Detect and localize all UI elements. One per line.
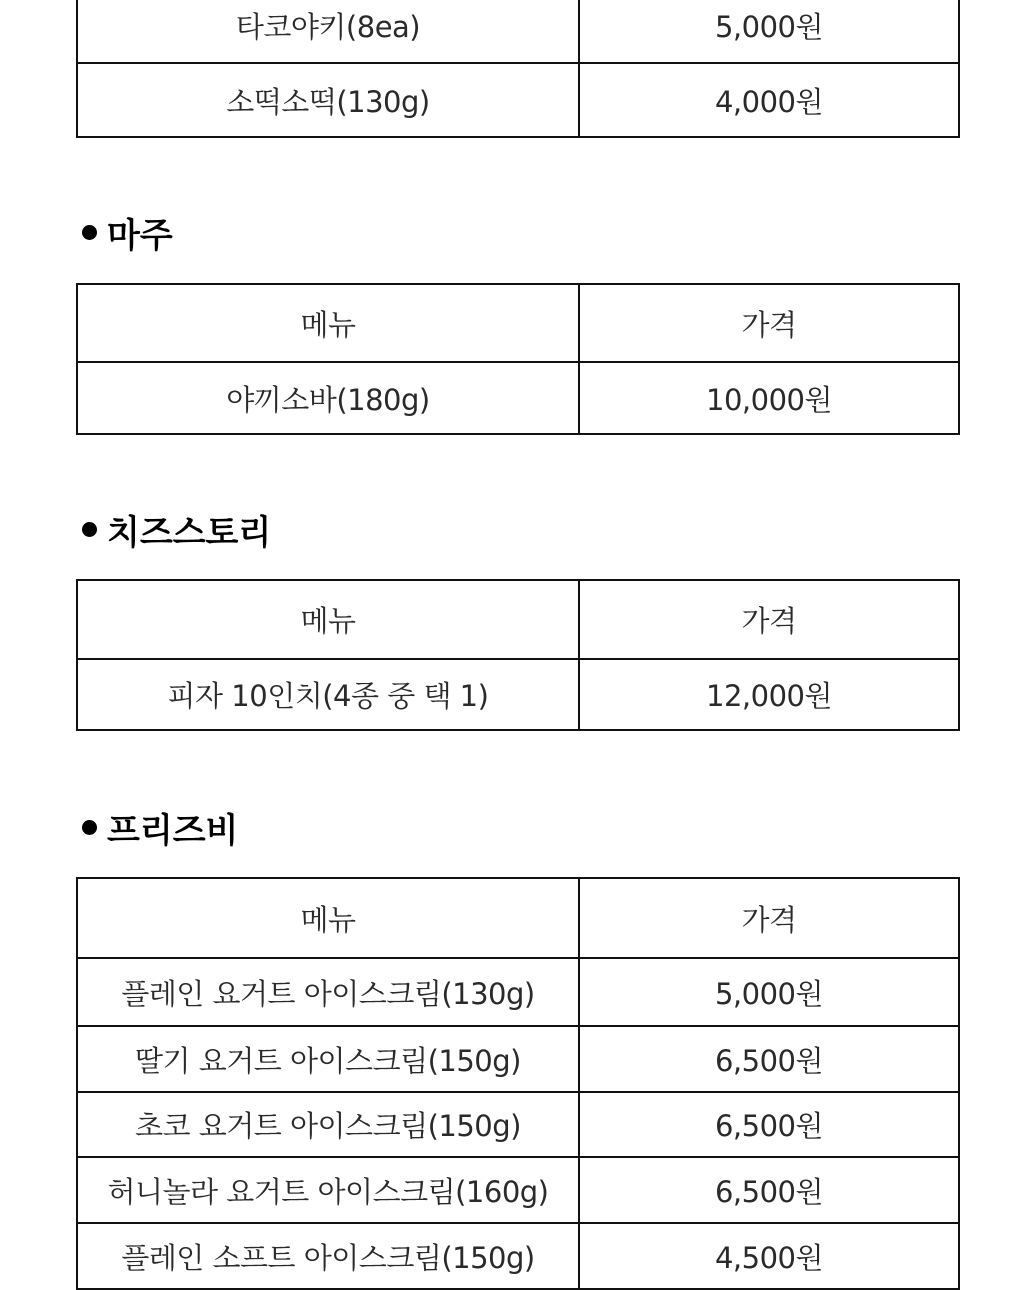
price-cell: 5,000원 — [579, 0, 959, 63]
table-row — [77, 1223, 959, 1289]
price-cell: 6,500원 — [579, 1026, 959, 1092]
menu-cell: 피자 10인치(4종 중 택 1) — [77, 659, 579, 730]
section-title: 프리즈비 — [107, 810, 239, 851]
bullet-icon — [82, 225, 97, 240]
menu-cell: 야끼소바(180g) — [77, 362, 579, 434]
table-row — [77, 63, 959, 137]
header-menu-cell: 메뉴 — [77, 878, 579, 958]
price-cell: 5,000원 — [579, 958, 959, 1026]
price-cell: 12,000원 — [579, 659, 959, 730]
table-row — [77, 958, 959, 1026]
table-row — [77, 1157, 959, 1223]
table-header-row — [77, 878, 959, 958]
price-cell: 4,000원 — [579, 63, 959, 137]
menu-cell: 플레인 요거트 아이스크림(130g) — [77, 958, 579, 1026]
menu-cell: 플레인 소프트 아이스크림(150g) — [77, 1223, 579, 1289]
table-row — [77, 0, 959, 63]
menu-table-frisbee — [76, 877, 960, 1290]
header-menu-cell: 메뉴 — [77, 284, 579, 362]
header-price-cell: 가격 — [579, 284, 959, 362]
menu-table-cheesestory — [76, 579, 960, 731]
table-row — [77, 659, 959, 730]
bullet-icon — [82, 522, 97, 537]
menu-cell: 초코 요거트 아이스크림(150g) — [77, 1092, 579, 1157]
menu-cell: 허니놀라 요거트 아이스크림(160g) — [77, 1157, 579, 1223]
bullet-icon — [82, 820, 97, 835]
price-cell: 6,500원 — [579, 1092, 959, 1157]
section-heading — [82, 210, 173, 254]
table-row — [77, 1026, 959, 1092]
price-cell: 4,500원 — [579, 1223, 959, 1289]
table-row — [77, 362, 959, 434]
menu-cell: 소떡소떡(130g) — [77, 63, 579, 137]
table-header-row — [77, 284, 959, 362]
price-cell: 10,000원 — [579, 362, 959, 434]
section-heading — [82, 507, 271, 551]
table-header-row — [77, 580, 959, 659]
section-heading — [82, 805, 238, 849]
section-title: 치즈스토리 — [107, 512, 272, 553]
header-menu-cell: 메뉴 — [77, 580, 579, 659]
menu-table-maju — [76, 283, 960, 435]
menu-cell: 딸기 요거트 아이스크림(150g) — [77, 1026, 579, 1092]
price-cell: 6,500원 — [579, 1157, 959, 1223]
table-row — [77, 1092, 959, 1157]
menu-table-top — [76, 0, 960, 138]
header-price-cell: 가격 — [579, 580, 959, 659]
section-title: 마주 — [107, 215, 173, 256]
menu-cell: 타코야키(8ea) — [77, 0, 579, 63]
header-price-cell: 가격 — [579, 878, 959, 958]
